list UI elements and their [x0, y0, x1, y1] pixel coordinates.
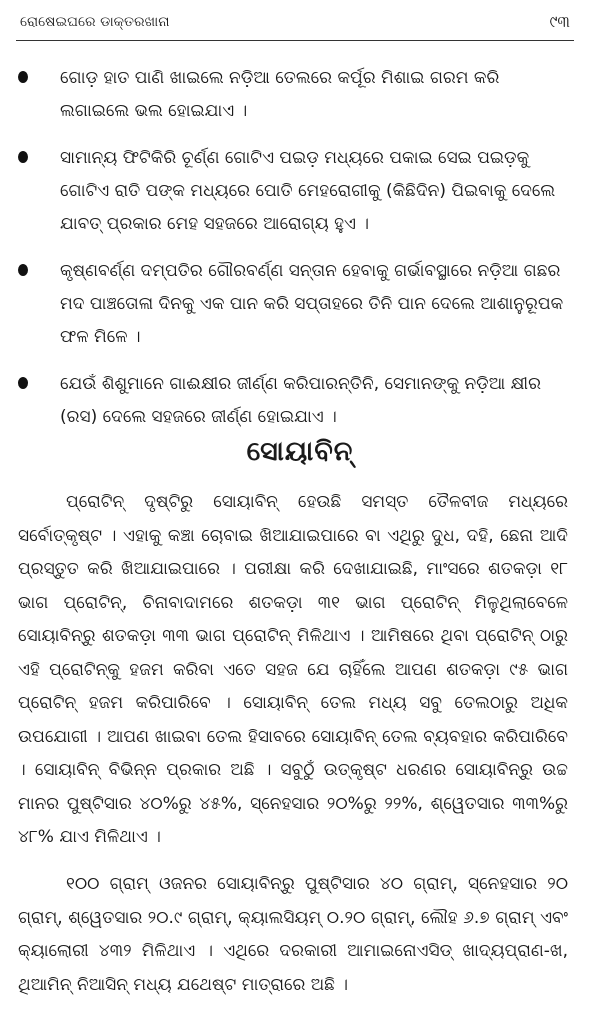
bullet-list: [0, 62, 600, 448]
bullet-text: ଯେଉଁ ଶିଶୁମାନେ ଗାଈକ୍ଷୀର ଜୀର୍ଣ୍ଣ କରିପାରନ୍ତିନି, ସେମାନଙ୍କୁ ନଡ଼ିଆ କ୍ଷୀର (ରସ) ଦେଲେ ସହଜରେ ଜୀର୍ଣ୍ଣ ହୋଇଯାଏ ।: [60, 374, 541, 427]
bullet-item: [0, 255, 600, 354]
page-header: [20, 8, 570, 36]
running-title: ରୋଷେଇଘରେ ଡାକ୍ତରଖାନା: [20, 14, 170, 30]
body-paragraph: ୧୦୦ ଗ୍ରାମ୍ ଓଜନର ସୋୟାବିନ୍‌ରୁ ପୁଷ୍ଟିସାର ୪୦ ଗ୍ରାମ୍, ସ୍ନେହସାର ୨୦ ଗ୍ରାମ୍, ଶ୍ୱେତସାର ୨୦.୯ ଗ୍ରାମ୍, କ୍ୟାଲସିୟମ୍ ୦.୨୦ ଗ୍ରାମ୍, ଲୌହ ୬.୭ ଗ୍ରାମ୍ ଏବଂ କ୍ୟାଲୋରୀ ୪୩୨ ମିଳିଥାଏ । ଏଥିରେ ଦରକାରୀ ଆମାଇନୋଏସିଡ୍ ଖାଦ୍ୟପ୍ରାଣ-ଖ, ଥିଆମିନ୍ ନିଆସିନ୍ ମଧ୍ୟ ଯଥେଷ୍ଟ ମାତ୍ରାରେ ଅଛି ।: [18, 874, 568, 995]
header-rule: [16, 40, 574, 41]
page-number: ୯୩: [549, 12, 570, 31]
bullet-item: [0, 368, 600, 434]
bullet-icon: [18, 264, 28, 276]
bullet-text: କୃଷ୍ଣବର୍ଣ୍ଣ ଦମ୍ପତିର ଗୌରବର୍ଣ୍ଣ ସନ୍ତାନ ହେବାକୁ ଗର୍ଭାବସ୍ଥାରେ ନଡ଼ିଆ ଗଛର ମଦ ପାଞ୍ଚତୋଳା ଦିନକୁ ଏକ ପାନ କରି ସପ୍ତାହରେ ତିନି ପାନ ଦେଲେ ଆଶାନୁରୂପକ ଫଳ ମିଳେ ।: [60, 261, 564, 347]
bullet-icon: [18, 377, 28, 389]
bullet-icon: [18, 151, 28, 163]
bullet-icon: [18, 71, 28, 83]
bullet-text: ଗୋଡ଼ ହାତ ପାଣି ଖାଇଲେ ନଡ଼ିଆ ତେଲରେ କର୍ପୂର ମିଶାଇ ଗରମ କରି ଲଗାଇଲେ ଭଲ ହୋଇଯାଏ ।: [60, 68, 500, 121]
bullet-item: [0, 142, 600, 241]
bullet-item: [0, 62, 600, 128]
bullet-text: ସାମାନ୍ୟ ଫିଟିକିରି ଚୂର୍ଣ୍ଣ ଗୋଟିଏ ପଇଡ଼ ମଧ୍ୟରେ ପକାଇ ସେଇ ପଇଡ଼କୁ ଗୋଟିଏ ରାତି ପଙ୍କ ମଧ୍ୟରେ ପୋତି ମେହରୋଗୀକୁ (କିଛିଦିନ) ପିଇବାକୁ ଦେଲେ ଯାବତ୍ ପ୍ରକାର ମେହ ସହଜରେ ଆରୋଗ୍ୟ ହୁଏ ।: [60, 148, 556, 234]
body-paragraph: ପ୍ରୋଟିନ୍ ଦୃଷ୍ଟିରୁ ସୋୟାବିନ୍ ହେଉଛି ସମସ୍ତ ତୈଳବୀଜ ମଧ୍ୟରେ ସର୍ବୋତ୍କୃଷ୍ଟ । ଏହାକୁ କଞ୍ଚା ଚୋବାଇ ଖିଆଯାଇପାରେ ବା ଏଥିରୁ ଦୁଧ, ଦହି, ଛେନା ଆଦି ପ୍ରସ୍ତୁତ କରି ଖିଆଯାଇପାରେ । ପରୀକ୍ଷା କରି ଦେଖାଯାଇଛି, ମାଂସରେ ଶତକଡ଼ା ୧୮ ଭାଗ ପ୍ରୋଟିନ୍, ଚିନାବାଦାମରେ ଶତକଡ଼ା ୩୧ ଭାଗ ପ୍ରୋଟିନ୍ ମିଳୁଥିଲାବେଳେ ସୋୟାବିନ୍‌ରୁ ଶତକଡ଼ା ୩୩ ଭାଗ ପ୍ରୋଟିନ୍ ମିଳିଥାଏ । ଆମିଷରେ ଥିବା ପ୍ରୋଟିନ୍ ଠାରୁ ଏହି ପ୍ରୋଟିନ୍‌କୁ ହଜମ କରିବା ଏତେ ସହଜ ଯେ ଚାହିଁଲେ ଆପଣ ଶତକଡ଼ା ୯୫ ଭାଗ ପ୍ରୋଟିନ୍ ହଜମ କରିପାରିବେ । ସୋୟାବିନ୍ ତେଲ ମଧ୍ୟ ସବୁ ତେଲଠାରୁ ଅଧିକ ଉପଯୋଗୀ । ଆପଣ ଖାଇବା ତେଲ ହିସାବରେ ସୋୟାବିନ୍ ତେଲ ବ୍ୟବହାର କରିପାରିବେ । ସୋୟାବିନ୍ ବିଭିନ୍ନ ପ୍ରକାର ଅଛି । ସବୁଠୁଁ ଉତ୍କୃଷ୍ଟ ଧରଣର ସୋୟାବିନ୍‌ରୁ ଉଚ୍ଚ ମାନର ପୁଷ୍ଟିସାର ୪୦%ରୁ ୪୫%, ସ୍ନେହସାର ୨୦%ରୁ ୨୨%, ଶ୍ୱେତସାର ୩୩%ରୁ ୪୮% ଯାଏ ମିଳିଥାଏ ।: [18, 492, 568, 847]
section-heading: ସୋୟାବିନ୍: [246, 436, 354, 467]
